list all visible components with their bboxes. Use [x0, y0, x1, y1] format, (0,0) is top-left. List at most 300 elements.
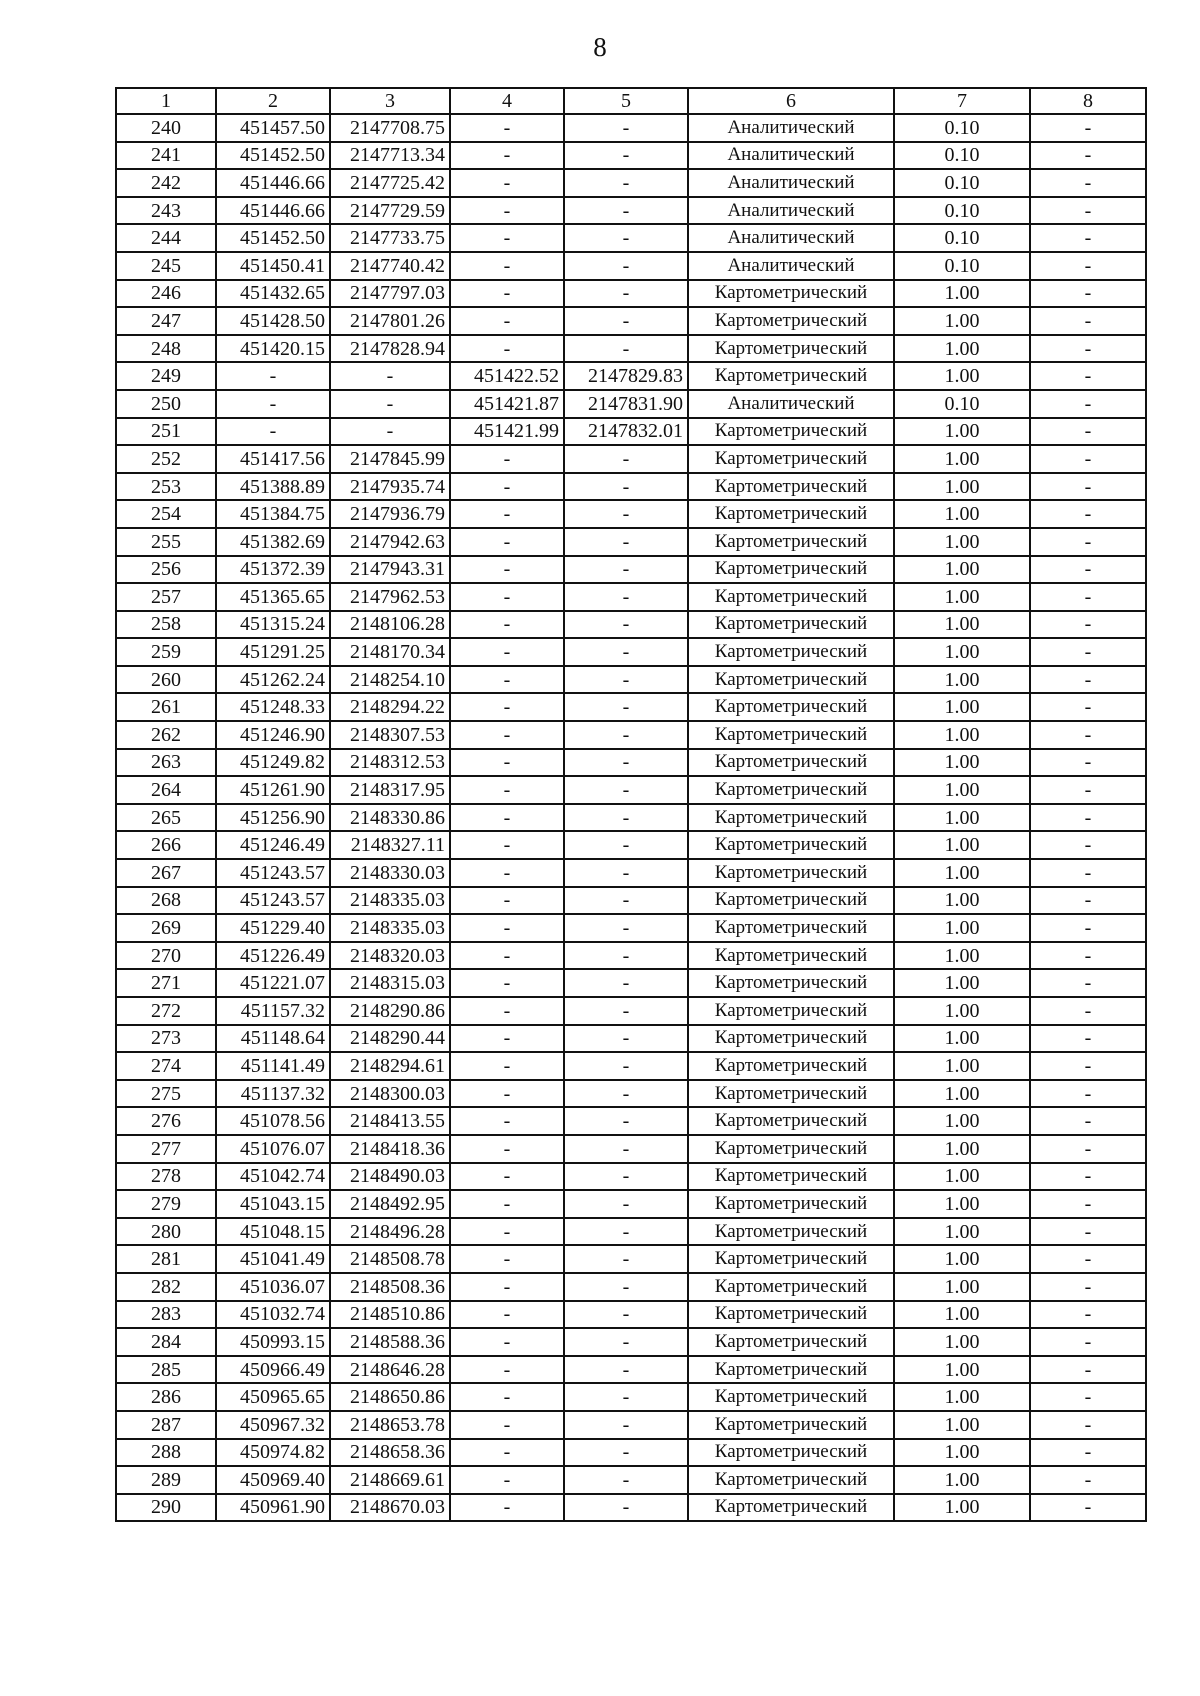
x-coordinate-cell: 451137.32: [216, 1080, 330, 1108]
accuracy-cell: 0.10: [894, 224, 1030, 252]
x-coordinate-alt-cell: 451421.87: [450, 390, 564, 418]
x-coordinate-alt-cell: -: [450, 1328, 564, 1356]
x-coordinate-cell: 451315.24: [216, 611, 330, 639]
y-coordinate-cell: 2148418.36: [330, 1135, 450, 1163]
accuracy-cell: 1.00: [894, 556, 1030, 584]
x-coordinate-cell: 451452.50: [216, 142, 330, 170]
column-header-8: 8: [1030, 88, 1146, 114]
note-cell: -: [1030, 721, 1146, 749]
y-coordinate-cell: 2148335.03: [330, 914, 450, 942]
table-row: [116, 942, 1146, 970]
point-number-cell: 248: [116, 335, 216, 363]
accuracy-cell: 0.10: [894, 252, 1030, 280]
table-row: [116, 583, 1146, 611]
accuracy-cell: 0.10: [894, 142, 1030, 170]
note-cell: -: [1030, 1466, 1146, 1494]
table-row: [116, 721, 1146, 749]
y-coordinate-cell: 2148294.22: [330, 693, 450, 721]
y-coordinate-alt-cell: -: [564, 1411, 688, 1439]
coordinates-table: [115, 87, 1147, 1522]
y-coordinate-alt-cell: -: [564, 1356, 688, 1384]
y-coordinate-alt-cell: 2147832.01: [564, 418, 688, 446]
x-coordinate-cell: 450966.49: [216, 1356, 330, 1384]
accuracy-cell: 1.00: [894, 804, 1030, 832]
x-coordinate-alt-cell: -: [450, 142, 564, 170]
column-header-7: 7: [894, 88, 1030, 114]
point-number-cell: 283: [116, 1301, 216, 1329]
y-coordinate-alt-cell: -: [564, 114, 688, 142]
y-coordinate-cell: 2148413.55: [330, 1107, 450, 1135]
accuracy-cell: 1.00: [894, 445, 1030, 473]
point-number-cell: 290: [116, 1494, 216, 1522]
accuracy-cell: 1.00: [894, 418, 1030, 446]
method-cell: Картометрический: [688, 1273, 894, 1301]
method-cell: Картометрический: [688, 859, 894, 887]
method-cell: Картометрический: [688, 335, 894, 363]
x-coordinate-cell: 451229.40: [216, 914, 330, 942]
method-cell: Картометрический: [688, 1411, 894, 1439]
note-cell: -: [1030, 1107, 1146, 1135]
x-coordinate-cell: 450961.90: [216, 1494, 330, 1522]
y-coordinate-cell: 2147935.74: [330, 473, 450, 501]
method-cell: Картометрический: [688, 721, 894, 749]
note-cell: -: [1030, 1273, 1146, 1301]
table-row: [116, 169, 1146, 197]
x-coordinate-cell: 451141.49: [216, 1052, 330, 1080]
accuracy-cell: 1.00: [894, 1190, 1030, 1218]
point-number-cell: 277: [116, 1135, 216, 1163]
x-coordinate-alt-cell: 451422.52: [450, 362, 564, 390]
table-row: [116, 1356, 1146, 1384]
method-cell: Картометрический: [688, 1190, 894, 1218]
note-cell: -: [1030, 1494, 1146, 1522]
note-cell: -: [1030, 1439, 1146, 1467]
column-header-1: 1: [116, 88, 216, 114]
x-coordinate-alt-cell: -: [450, 887, 564, 915]
y-coordinate-alt-cell: -: [564, 473, 688, 501]
accuracy-cell: 0.10: [894, 114, 1030, 142]
table-row: [116, 666, 1146, 694]
note-cell: -: [1030, 1135, 1146, 1163]
point-number-cell: 243: [116, 197, 216, 225]
x-coordinate-alt-cell: -: [450, 280, 564, 308]
y-coordinate-cell: 2148290.86: [330, 997, 450, 1025]
point-number-cell: 263: [116, 749, 216, 777]
point-number-cell: 245: [116, 252, 216, 280]
y-coordinate-cell: 2147733.75: [330, 224, 450, 252]
y-coordinate-alt-cell: -: [564, 1383, 688, 1411]
y-coordinate-alt-cell: -: [564, 666, 688, 694]
table-row: [116, 252, 1146, 280]
x-coordinate-cell: 451432.65: [216, 280, 330, 308]
note-cell: -: [1030, 1411, 1146, 1439]
note-cell: -: [1030, 528, 1146, 556]
x-coordinate-alt-cell: -: [450, 1383, 564, 1411]
method-cell: Картометрический: [688, 1218, 894, 1246]
y-coordinate-cell: 2148170.34: [330, 638, 450, 666]
x-coordinate-alt-cell: -: [450, 666, 564, 694]
table-row: [116, 1273, 1146, 1301]
y-coordinate-alt-cell: -: [564, 997, 688, 1025]
note-cell: -: [1030, 969, 1146, 997]
x-coordinate-alt-cell: -: [450, 169, 564, 197]
y-coordinate-alt-cell: -: [564, 556, 688, 584]
accuracy-cell: 1.00: [894, 776, 1030, 804]
method-cell: Аналитический: [688, 252, 894, 280]
accuracy-cell: 1.00: [894, 914, 1030, 942]
x-coordinate-cell: 451450.41: [216, 252, 330, 280]
point-number-cell: 282: [116, 1273, 216, 1301]
column-header-2: 2: [216, 88, 330, 114]
method-cell: Картометрический: [688, 1107, 894, 1135]
table-row: [116, 197, 1146, 225]
x-coordinate-alt-cell: -: [450, 224, 564, 252]
note-cell: -: [1030, 997, 1146, 1025]
note-cell: -: [1030, 942, 1146, 970]
accuracy-cell: 1.00: [894, 831, 1030, 859]
y-coordinate-cell: 2147713.34: [330, 142, 450, 170]
column-header-5: 5: [564, 88, 688, 114]
y-coordinate-alt-cell: -: [564, 197, 688, 225]
y-coordinate-cell: 2148669.61: [330, 1466, 450, 1494]
method-cell: Картометрический: [688, 1494, 894, 1522]
y-coordinate-cell: 2148315.03: [330, 969, 450, 997]
y-coordinate-alt-cell: -: [564, 280, 688, 308]
x-coordinate-cell: 451382.69: [216, 528, 330, 556]
method-cell: Картометрический: [688, 666, 894, 694]
y-coordinate-cell: 2147729.59: [330, 197, 450, 225]
note-cell: -: [1030, 749, 1146, 777]
table-row: [116, 473, 1146, 501]
table-row: [116, 307, 1146, 335]
x-coordinate-cell: 451446.66: [216, 197, 330, 225]
table-row: [116, 1494, 1146, 1522]
accuracy-cell: 1.00: [894, 362, 1030, 390]
y-coordinate-cell: 2147740.42: [330, 252, 450, 280]
point-number-cell: 271: [116, 969, 216, 997]
x-coordinate-alt-cell: -: [450, 473, 564, 501]
method-cell: Аналитический: [688, 114, 894, 142]
note-cell: -: [1030, 1245, 1146, 1273]
point-number-cell: 270: [116, 942, 216, 970]
x-coordinate-alt-cell: -: [450, 804, 564, 832]
method-cell: Картометрический: [688, 1383, 894, 1411]
point-number-cell: 259: [116, 638, 216, 666]
y-coordinate-cell: 2147942.63: [330, 528, 450, 556]
table-row: [116, 528, 1146, 556]
method-cell: Картометрический: [688, 1163, 894, 1191]
point-number-cell: 261: [116, 693, 216, 721]
y-coordinate-alt-cell: -: [564, 1218, 688, 1246]
y-coordinate-cell: 2148312.53: [330, 749, 450, 777]
table-body: [116, 114, 1146, 1521]
point-number-cell: 254: [116, 500, 216, 528]
table-row: [116, 1080, 1146, 1108]
note-cell: -: [1030, 693, 1146, 721]
point-number-cell: 268: [116, 887, 216, 915]
accuracy-cell: 1.00: [894, 693, 1030, 721]
y-coordinate-alt-cell: -: [564, 859, 688, 887]
point-number-cell: 272: [116, 997, 216, 1025]
note-cell: -: [1030, 1301, 1146, 1329]
y-coordinate-alt-cell: -: [564, 335, 688, 363]
table-row: [116, 390, 1146, 418]
table-row: [116, 1052, 1146, 1080]
note-cell: -: [1030, 473, 1146, 501]
y-coordinate-cell: 2148327.11: [330, 831, 450, 859]
x-coordinate-alt-cell: -: [450, 1080, 564, 1108]
method-cell: Картометрический: [688, 1439, 894, 1467]
x-coordinate-alt-cell: -: [450, 693, 564, 721]
note-cell: -: [1030, 307, 1146, 335]
accuracy-cell: 1.00: [894, 1301, 1030, 1329]
accuracy-cell: 1.00: [894, 638, 1030, 666]
x-coordinate-alt-cell: -: [450, 1135, 564, 1163]
y-coordinate-cell: 2148658.36: [330, 1439, 450, 1467]
accuracy-cell: 1.00: [894, 500, 1030, 528]
x-coordinate-cell: 451076.07: [216, 1135, 330, 1163]
x-coordinate-cell: 451248.33: [216, 693, 330, 721]
y-coordinate-alt-cell: -: [564, 1439, 688, 1467]
note-cell: -: [1030, 1328, 1146, 1356]
note-cell: -: [1030, 1218, 1146, 1246]
method-cell: Аналитический: [688, 142, 894, 170]
accuracy-cell: 1.00: [894, 997, 1030, 1025]
x-coordinate-cell: 451042.74: [216, 1163, 330, 1191]
y-coordinate-cell: 2148508.36: [330, 1273, 450, 1301]
note-cell: -: [1030, 831, 1146, 859]
x-coordinate-alt-cell: -: [450, 1052, 564, 1080]
x-coordinate-cell: 451261.90: [216, 776, 330, 804]
x-coordinate-cell: 451221.07: [216, 969, 330, 997]
table-row: [116, 611, 1146, 639]
x-coordinate-alt-cell: -: [450, 307, 564, 335]
point-number-cell: 242: [116, 169, 216, 197]
note-cell: -: [1030, 1052, 1146, 1080]
y-coordinate-cell: 2148650.86: [330, 1383, 450, 1411]
x-coordinate-cell: 450965.65: [216, 1383, 330, 1411]
x-coordinate-cell: 451243.57: [216, 887, 330, 915]
table-row: [116, 500, 1146, 528]
note-cell: -: [1030, 1356, 1146, 1384]
y-coordinate-alt-cell: -: [564, 942, 688, 970]
table-row: [116, 693, 1146, 721]
note-cell: -: [1030, 500, 1146, 528]
table-header-row: [116, 88, 1146, 114]
accuracy-cell: 1.00: [894, 721, 1030, 749]
method-cell: Картометрический: [688, 307, 894, 335]
method-cell: Картометрический: [688, 997, 894, 1025]
point-number-cell: 274: [116, 1052, 216, 1080]
x-coordinate-cell: 451246.49: [216, 831, 330, 859]
note-cell: -: [1030, 1025, 1146, 1053]
table-row: [116, 1328, 1146, 1356]
method-cell: Картометрический: [688, 583, 894, 611]
table-row: [116, 1439, 1146, 1467]
y-coordinate-cell: 2148254.10: [330, 666, 450, 694]
method-cell: Картометрический: [688, 1356, 894, 1384]
accuracy-cell: 1.00: [894, 473, 1030, 501]
x-coordinate-alt-cell: -: [450, 638, 564, 666]
column-header-6: 6: [688, 88, 894, 114]
note-cell: -: [1030, 445, 1146, 473]
y-coordinate-cell: 2147943.31: [330, 556, 450, 584]
method-cell: Картометрический: [688, 776, 894, 804]
table-row: [116, 1107, 1146, 1135]
accuracy-cell: 1.00: [894, 1245, 1030, 1273]
x-coordinate-alt-cell: -: [450, 1190, 564, 1218]
note-cell: -: [1030, 859, 1146, 887]
note-cell: -: [1030, 224, 1146, 252]
y-coordinate-cell: 2147845.99: [330, 445, 450, 473]
x-coordinate-alt-cell: -: [450, 445, 564, 473]
y-coordinate-alt-cell: -: [564, 1273, 688, 1301]
method-cell: Картометрический: [688, 914, 894, 942]
y-coordinate-alt-cell: -: [564, 169, 688, 197]
x-coordinate-cell: -: [216, 390, 330, 418]
x-coordinate-alt-cell: -: [450, 1025, 564, 1053]
table-row: [116, 418, 1146, 446]
x-coordinate-cell: 451048.15: [216, 1218, 330, 1246]
method-cell: Картометрический: [688, 942, 894, 970]
note-cell: -: [1030, 280, 1146, 308]
y-coordinate-cell: 2147801.26: [330, 307, 450, 335]
y-coordinate-cell: 2148330.03: [330, 859, 450, 887]
method-cell: Аналитический: [688, 390, 894, 418]
accuracy-cell: 1.00: [894, 1135, 1030, 1163]
point-number-cell: 264: [116, 776, 216, 804]
x-coordinate-alt-cell: -: [450, 969, 564, 997]
method-cell: Картометрический: [688, 528, 894, 556]
y-coordinate-alt-cell: -: [564, 969, 688, 997]
y-coordinate-alt-cell: -: [564, 1466, 688, 1494]
accuracy-cell: 0.10: [894, 390, 1030, 418]
table-row: [116, 887, 1146, 915]
y-coordinate-cell: 2148300.03: [330, 1080, 450, 1108]
x-coordinate-cell: 451262.24: [216, 666, 330, 694]
y-coordinate-alt-cell: -: [564, 1025, 688, 1053]
x-coordinate-cell: -: [216, 418, 330, 446]
accuracy-cell: 1.00: [894, 749, 1030, 777]
x-coordinate-alt-cell: -: [450, 1163, 564, 1191]
y-coordinate-cell: 2148588.36: [330, 1328, 450, 1356]
y-coordinate-alt-cell: -: [564, 1245, 688, 1273]
page-number: 8: [593, 32, 607, 62]
method-cell: Картометрический: [688, 887, 894, 915]
x-coordinate-cell: 451256.90: [216, 804, 330, 832]
x-coordinate-cell: 451457.50: [216, 114, 330, 142]
note-cell: -: [1030, 887, 1146, 915]
accuracy-cell: 1.00: [894, 1439, 1030, 1467]
note-cell: -: [1030, 776, 1146, 804]
accuracy-cell: 1.00: [894, 1107, 1030, 1135]
x-coordinate-cell: 451446.66: [216, 169, 330, 197]
method-cell: Картометрический: [688, 1466, 894, 1494]
method-cell: Аналитический: [688, 169, 894, 197]
method-cell: Картометрический: [688, 749, 894, 777]
y-coordinate-alt-cell: -: [564, 804, 688, 832]
y-coordinate-alt-cell: -: [564, 1135, 688, 1163]
point-number-cell: 280: [116, 1218, 216, 1246]
y-coordinate-alt-cell: -: [564, 611, 688, 639]
method-cell: Картометрический: [688, 1328, 894, 1356]
table-row: [116, 776, 1146, 804]
column-header-3: 3: [330, 88, 450, 114]
x-coordinate-alt-cell: -: [450, 859, 564, 887]
note-cell: -: [1030, 804, 1146, 832]
y-coordinate-alt-cell: -: [564, 1328, 688, 1356]
method-cell: Картометрический: [688, 693, 894, 721]
x-coordinate-alt-cell: -: [450, 1107, 564, 1135]
y-coordinate-alt-cell: -: [564, 914, 688, 942]
y-coordinate-cell: 2147962.53: [330, 583, 450, 611]
y-coordinate-cell: 2148106.28: [330, 611, 450, 639]
point-number-cell: 288: [116, 1439, 216, 1467]
accuracy-cell: 1.00: [894, 1080, 1030, 1108]
y-coordinate-alt-cell: -: [564, 638, 688, 666]
point-number-cell: 250: [116, 390, 216, 418]
table-row: [116, 142, 1146, 170]
x-coordinate-cell: 450974.82: [216, 1439, 330, 1467]
method-cell: Картометрический: [688, 1135, 894, 1163]
table-row: [116, 1135, 1146, 1163]
x-coordinate-alt-cell: -: [450, 335, 564, 363]
x-coordinate-alt-cell: -: [450, 528, 564, 556]
note-cell: -: [1030, 556, 1146, 584]
method-cell: Картометрический: [688, 1025, 894, 1053]
x-coordinate-cell: 451249.82: [216, 749, 330, 777]
y-coordinate-alt-cell: -: [564, 1301, 688, 1329]
y-coordinate-cell: 2147797.03: [330, 280, 450, 308]
y-coordinate-cell: 2148490.03: [330, 1163, 450, 1191]
method-cell: Картометрический: [688, 1052, 894, 1080]
point-number-cell: 269: [116, 914, 216, 942]
note-cell: -: [1030, 1080, 1146, 1108]
x-coordinate-cell: 451226.49: [216, 942, 330, 970]
x-coordinate-alt-cell: -: [450, 1273, 564, 1301]
point-number-cell: 273: [116, 1025, 216, 1053]
accuracy-cell: 1.00: [894, 307, 1030, 335]
y-coordinate-alt-cell: -: [564, 749, 688, 777]
method-cell: Картометрический: [688, 969, 894, 997]
point-number-cell: 255: [116, 528, 216, 556]
x-coordinate-cell: 450969.40: [216, 1466, 330, 1494]
y-coordinate-cell: 2148653.78: [330, 1411, 450, 1439]
point-number-cell: 286: [116, 1383, 216, 1411]
note-cell: -: [1030, 1383, 1146, 1411]
point-number-cell: 249: [116, 362, 216, 390]
note-cell: -: [1030, 638, 1146, 666]
y-coordinate-alt-cell: -: [564, 1080, 688, 1108]
y-coordinate-cell: 2148670.03: [330, 1494, 450, 1522]
note-cell: -: [1030, 611, 1146, 639]
note-cell: -: [1030, 142, 1146, 170]
table-row: [116, 749, 1146, 777]
y-coordinate-alt-cell: -: [564, 1163, 688, 1191]
accuracy-cell: 0.10: [894, 169, 1030, 197]
x-coordinate-cell: 451428.50: [216, 307, 330, 335]
y-coordinate-alt-cell: -: [564, 831, 688, 859]
point-number-cell: 275: [116, 1080, 216, 1108]
accuracy-cell: 1.00: [894, 887, 1030, 915]
x-coordinate-alt-cell: -: [450, 500, 564, 528]
accuracy-cell: 1.00: [894, 611, 1030, 639]
x-coordinate-alt-cell: -: [450, 1411, 564, 1439]
point-number-cell: 279: [116, 1190, 216, 1218]
method-cell: Картометрический: [688, 556, 894, 584]
y-coordinate-alt-cell: -: [564, 252, 688, 280]
x-coordinate-alt-cell: -: [450, 997, 564, 1025]
